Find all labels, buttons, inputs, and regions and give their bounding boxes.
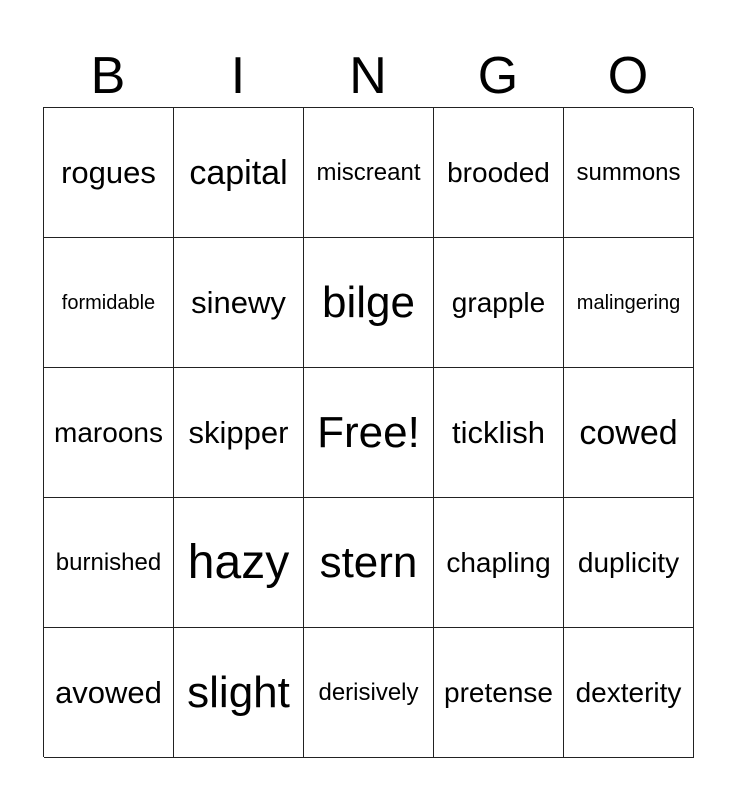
bingo-cell[interactable]: avowed <box>44 628 174 758</box>
bingo-cell[interactable]: formidable <box>44 238 174 368</box>
bingo-cell[interactable]: pretense <box>434 628 564 758</box>
bingo-cell[interactable]: rogues <box>44 108 174 238</box>
bingo-cell[interactable]: malingering <box>564 238 694 368</box>
bingo-cell[interactable]: stern <box>304 498 434 628</box>
header-letter-g: G <box>477 47 519 105</box>
bingo-cell[interactable]: summons <box>564 108 694 238</box>
bingo-cell[interactable]: miscreant <box>304 108 434 238</box>
bingo-cell[interactable]: capital <box>174 108 304 238</box>
bingo-cell[interactable]: chapling <box>434 498 564 628</box>
bingo-cell[interactable]: duplicity <box>564 498 694 628</box>
bingo-cell[interactable]: hazy <box>174 498 304 628</box>
bingo-cell[interactable]: skipper <box>174 368 304 498</box>
bingo-cell[interactable]: bilge <box>304 238 434 368</box>
header-letter-n: N <box>349 47 387 105</box>
bingo-cell[interactable]: derisively <box>304 628 434 758</box>
bingo-cell[interactable]: ticklish <box>434 368 564 498</box>
header-letter-o: O <box>607 47 649 105</box>
header-letter-b: B <box>90 47 126 105</box>
bingo-cell[interactable]: dexterity <box>564 628 694 758</box>
bingo-cell[interactable]: sinewy <box>174 238 304 368</box>
free-space-cell[interactable]: Free! <box>304 368 434 498</box>
bingo-cell[interactable]: slight <box>174 628 304 758</box>
bingo-header <box>43 44 693 108</box>
bingo-cell[interactable]: cowed <box>564 368 694 498</box>
bingo-cell[interactable]: brooded <box>434 108 564 238</box>
bingo-cell[interactable]: grapple <box>434 238 564 368</box>
bingo-cell[interactable]: burnished <box>44 498 174 628</box>
bingo-cell[interactable]: maroons <box>44 368 174 498</box>
bingo-card-grid <box>43 107 693 757</box>
header-letter-i: I <box>230 47 246 105</box>
